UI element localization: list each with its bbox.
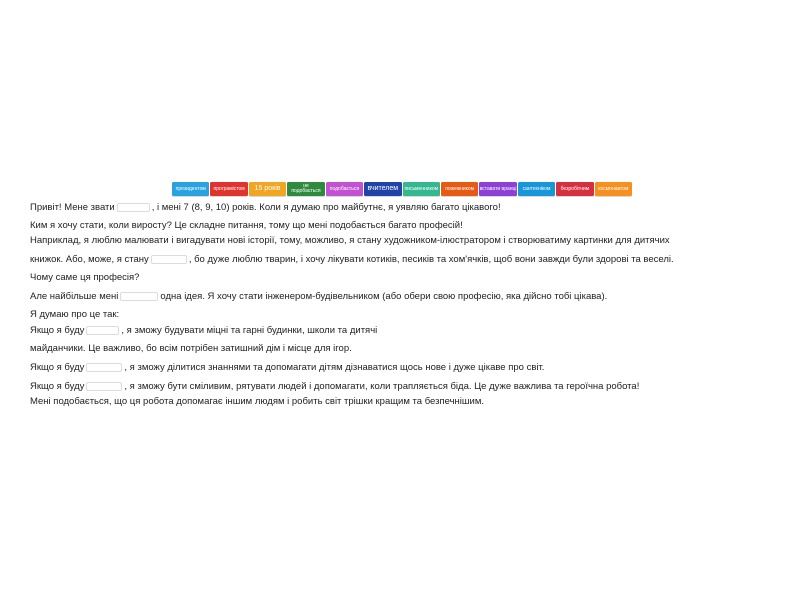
text-segment: Якщо я буду [30,325,85,336]
text-segment: книжок. Або, може, я стану [30,254,149,265]
word-chip-firefighter[interactable]: пожежником [441,182,478,196]
text-segment: Ким я хочу стати, коли виросту? Це складне питання, тому що мені подобається багато професій! [30,220,463,231]
blank-slot-1[interactable] [117,203,150,212]
text-line-3 [30,235,670,247]
text-line-1 [30,202,501,214]
word-chip-plumber[interactable]: сантехніком [518,182,555,196]
text-line-4 [30,254,674,266]
text-segment: Я думаю про це так: [30,309,120,320]
word-chip-astronaut[interactable]: космонавтом [595,182,632,196]
word-chip-like[interactable]: подобається [326,182,363,196]
word-chip-unemployed[interactable]: безробітним [556,182,593,196]
text-line-11 [30,381,639,393]
text-line-7 [30,309,119,321]
text-line-6 [30,291,607,303]
text-segment: Наприклад, я люблю малювати і вигадувати нові історії, тому, можливо, я стану художником-ілюстратором і створюватиму картинки для дитячих [30,235,670,246]
text-segment: , я зможу будувати міцні та гарні будинки, школи та дитячі [121,325,378,336]
text-segment: Якщо я буду [30,381,85,392]
blank-slot-5[interactable] [86,363,122,372]
blank-slot-4[interactable] [86,326,119,335]
text-segment: Якщо я буду [30,362,85,373]
word-chip-teacher[interactable]: вчителем [364,182,401,196]
text-line-2 [30,220,463,232]
text-line-12 [30,396,484,408]
text-segment: Чому саме ця професія? [30,272,140,283]
blank-slot-2[interactable] [151,255,187,264]
word-bank [172,182,632,196]
text-segment: , бо дуже люблю тварин, і хочу лікувати котиків, песиків та хом'ячків, щоб вони завжди були здорові та веселі. [188,254,674,265]
word-chip-writer[interactable]: письменником [403,182,440,196]
blank-slot-3[interactable] [120,292,158,301]
word-chip-president[interactable]: президентом [172,182,209,196]
word-chip-wake-up[interactable]: вставати вранці [479,182,516,196]
text-segment: одна ідея. Я хочу стати інженером-будівельником (або обери свою професію, яка дійсно тобі цікава). [160,291,608,302]
word-chip-15-years[interactable]: 15 років [249,182,286,196]
word-chip-programmer[interactable]: програмістом [210,182,247,196]
text-segment: Але найбільше мені [30,291,119,302]
text-line-9 [30,343,352,355]
text-segment: , і мені 7 (8, 9, 10) років. Коли я думаю про майбутнє, я уявляю багато цікавого! [151,202,501,213]
text-segment: , я зможу бути сміливим, рятувати людей і допомагати, коли трапляється біда. Це дуже важлива та героїчна робота! [124,381,640,392]
blank-slot-6[interactable] [86,382,122,391]
word-chip-dislike[interactable]: не подобається [287,182,324,196]
text-segment: Привіт! Мене звати [30,202,115,213]
text-segment: Мені подобається, що ця робота допомагає іншим людям і робить світ трішки кращим та безпечнішим. [30,396,484,407]
text-line-5 [30,272,139,284]
text-segment: , я зможу ділитися знаннями та допомагати дітям дізнаватися щось нове і дуже цікаве про світ. [124,362,545,373]
text-segment: майданчики. Це важливо, бо всім потрібен затишний дім і місце для ігор. [30,343,352,354]
text-line-8 [30,325,377,337]
text-line-10 [30,362,544,374]
